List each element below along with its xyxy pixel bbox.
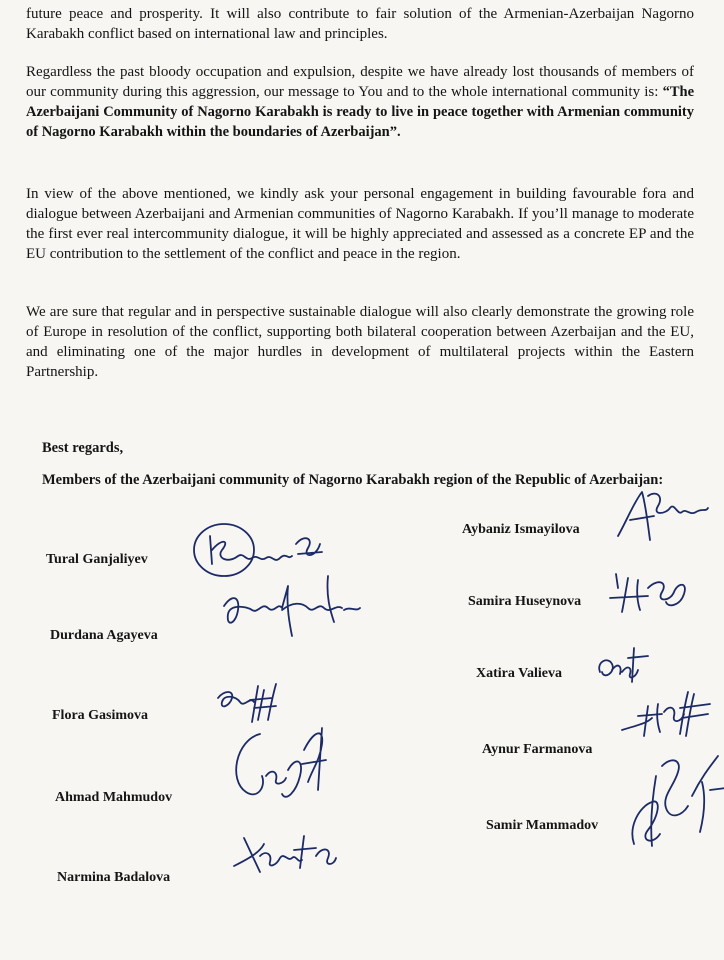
signatory-name-left: Flora Gasimova [52, 708, 149, 723]
signature-image [226, 720, 336, 810]
members-heading: Members of the Azerbaijani community of Nagorno Karabakh region of the Republic of Azerbaijan: [42, 472, 664, 488]
paragraph-2-text: Regardless the past bloody occupation and expulsion, despite we have already lost thousands of members of our community during this aggression, our message to You and to the whole international community is: [26, 64, 694, 100]
signatory-name-left: Durdana Agayeva [50, 628, 158, 643]
signature-image [218, 566, 368, 646]
signature-image [594, 642, 654, 692]
signature-image [612, 486, 712, 546]
paragraph-2 [26, 62, 694, 142]
paragraph-3: In view of the above mentioned, we kindly ask your personal engagement in building favourable fora and dialogue between Azerbaijani and Armenian communities of Nagorno Karabakh. If you’ll manage to moderate the first ever real intercommunity dialogue, it will be highly appreciated and assessed as a concrete EP and the EU contribution to the settlement of the conflict and peace in the region. [26, 186, 694, 262]
signatory-name-right: Samira Huseynova [468, 594, 582, 609]
paragraph-2-quote: “The Azerbaijani Community of Nagorno Karabakh is ready to live in peace together with Armenian community of Nagorno Karabakh within the boundaries of Azerbaijan”. [26, 84, 694, 140]
signatory-name-left: Ahmad Mahmudov [55, 790, 173, 805]
signature-image [608, 568, 698, 618]
paragraph-1: future peace and prosperity. It will also contribute to fair solution of the Armenian-Azerbaijan Nagorno Karabakh conflict based on international law and principles. [26, 6, 694, 42]
signature-image [214, 676, 294, 726]
signatory-name-right: Aybaniz Ismayilova [462, 522, 580, 537]
closing-greeting: Best regards, [42, 440, 124, 456]
signatory-name-left: Narmina Badalova [57, 870, 171, 885]
signatory-name-right: Aynur Farmanova [482, 742, 593, 757]
signature-image [230, 826, 340, 881]
signature-image [622, 736, 724, 866]
signatory-name-left: Tural Ganjaliyev [46, 552, 148, 567]
signatory-name-right: Xatira Valieva [476, 666, 562, 681]
signatory-name-right: Samir Mammadov [486, 818, 599, 833]
paragraph-4: We are sure that regular and in perspective sustainable dialogue will also clearly demonstrate the growing role of Europe in resolution of the conflict, supporting both bilateral cooperation between Azerbaijan and the EU, and eliminating one of the major hurdles in development of multilateral projects within the Eastern Partnership. [26, 304, 694, 380]
